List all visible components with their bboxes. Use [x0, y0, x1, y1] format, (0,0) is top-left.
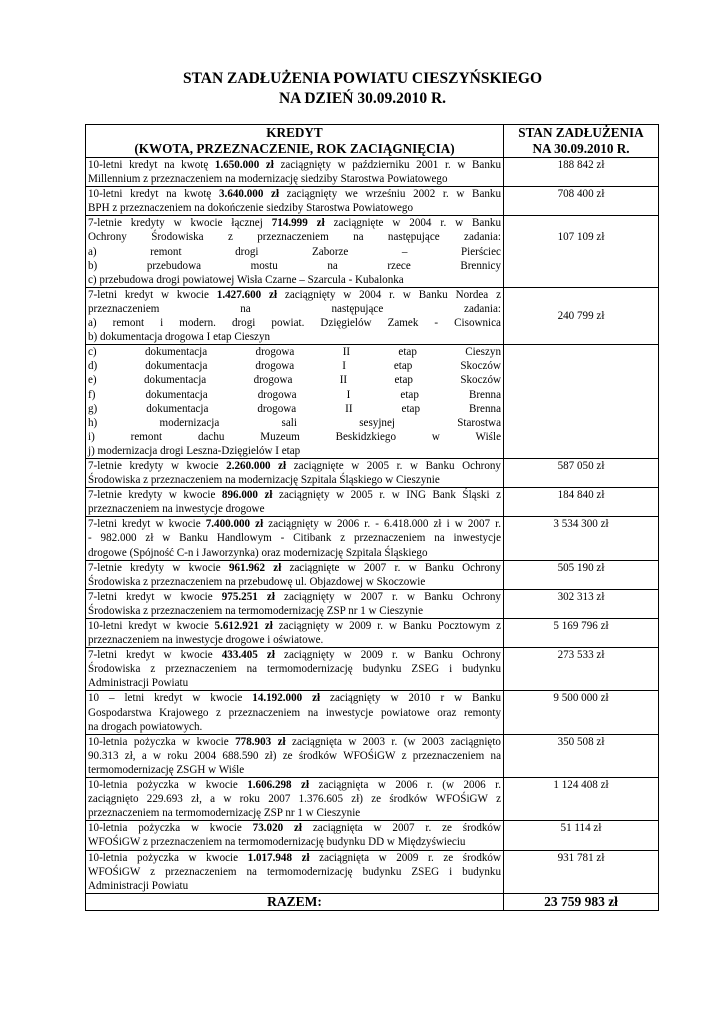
description-line: przeznaczeniem na inwestycje drogowe [88, 503, 265, 516]
debt-amount: 350 508 zł [504, 734, 659, 777]
description-line: 10-letnia pożyczka w kwocie 73.020 zł zaciągnięta w 2007 r. ze środków [88, 822, 501, 835]
description-line: na drogach powiatowych. [88, 720, 203, 733]
loan-description [86, 187, 504, 216]
description-line: 10-letnia pożyczka w kwocie 778.903 zł zaciągnięta w 2003 r. (w 2003 zaciągnięto [88, 735, 501, 748]
debt-amount: 184 840 zł [504, 488, 659, 517]
loan-description [86, 589, 504, 618]
description-line: 10-letni kredyt na kwotę 1.650.000 zł zaciągnięty w październiku 2001 r. w Banku [88, 159, 502, 171]
header-credit [86, 125, 504, 158]
debt-amount: 1 124 408 zł [504, 778, 659, 821]
header-credit-line-1: KREDYT [266, 125, 323, 140]
description-line: 7-letni kredyt w kwocie 975.251 zł zaciągnięty w 2007 r. w Banku Ochrony [88, 590, 501, 603]
header-debt-line-2: NA 30.09.2010 R. [532, 141, 630, 156]
description-line: WFOŚiGW z przeznaczeniem na termomodernizację budynku ZSEG i budynku [88, 865, 501, 878]
total-label: RAZEM: [86, 893, 504, 910]
description-line: przeznaczeniem na inwestycje drogowe i oświatowe. [88, 634, 324, 647]
debt-amount: 587 050 zł [504, 458, 659, 487]
description-line: a) remont i modern. drogi powiat. Dzięgielów Zamek - Cisownica [88, 317, 501, 330]
loan-description [86, 648, 504, 691]
debt-amount: 505 190 zł [504, 560, 659, 589]
loan-description [86, 850, 504, 893]
description-line: 7-letnie kredyty w kwocie 961.962 zł zaciągnięte w 2007 r. w Banku Ochrony [88, 561, 501, 574]
table-row [86, 560, 659, 589]
loan-principal: 7.400.000 zł [205, 518, 264, 531]
description-line: termomodernizację ZSGH w Wiśle [88, 763, 245, 776]
description-line: e) dokumentacja drogowa II etap Skoczów [88, 374, 501, 387]
description-line: Millennium z przeznaczeniem na modernizację siedziby Starostwa Powiatowego [88, 173, 448, 186]
debt-amount: 188 842 zł [504, 158, 659, 187]
debt-amount: 5 169 796 zł [504, 619, 659, 648]
table-row [86, 850, 659, 893]
description-line: Gospodarstwa Krajowego z przeznaczeniem na inwestycje powiatowe oraz remonty [88, 706, 501, 719]
description-line: Ochrony Środowiska z przeznaczeniem na następujące zadania: [88, 231, 501, 244]
description-line: - 982.000 zł w Banku Handlowym - Citibank z przeznaczeniem na inwestycje [88, 532, 501, 545]
table-row [86, 648, 659, 691]
header-debt-status [504, 125, 659, 158]
table-row [86, 619, 659, 648]
debt-amount: 931 781 zł [504, 850, 659, 893]
description-line: 7-letni kredyt w kwocie 1.427.600 zł zaciągnięty w 2004 r. w Banku Nordea z [88, 288, 502, 301]
header-credit-line-2: (KWOTA, PRZEZNACZENIE, ROK ZACIĄGNIĘCIA) [134, 141, 455, 156]
total-row [86, 893, 659, 910]
loan-principal: 1.017.948 zł [247, 851, 310, 864]
header-debt-line-1: STAN ZADŁUŻENIA [518, 125, 644, 140]
loan-description [86, 287, 504, 344]
description-line: 7-letnie kredyty w kwocie łącznej 714.999 zł zaciągnięte w 2004 r. w Banku [88, 217, 501, 230]
loan-description [86, 158, 504, 187]
loan-principal: 2.260.000 zł [226, 459, 287, 472]
description-line: 7-letni kredyt w kwocie 7.400.000 zł zaciągnięty w 2006 r. - 6.418.000 zł i w 2007 r. [88, 518, 501, 531]
table-row [86, 691, 659, 734]
description-line: h) modernizacja sali sesyjnej Starostwa [88, 416, 501, 429]
loan-principal: 1.427.600 zł [216, 288, 278, 301]
loan-principal: 433.405 zł [221, 649, 275, 662]
debt-amount: 51 114 zł [504, 821, 659, 850]
loan-principal: 778.903 zł [235, 735, 286, 748]
table-row [86, 287, 659, 344]
description-line: f) dokumentacja drogowa I etap Brenna [88, 388, 501, 401]
description-line: i) remont dachu Muzeum Beskidzkiego w Wiśle [88, 430, 501, 443]
description-line: Administracji Powiatu [88, 677, 189, 690]
description-line: 10-letni kredyt w kwocie 5.612.921 zł zaciągnięty w 2009 r. w Banku Pocztowym z [88, 620, 501, 632]
loan-description [86, 560, 504, 589]
debt-amount: 107 109 zł [504, 216, 659, 287]
loan-principal: 975.251 zł [221, 590, 275, 603]
description-line: 7-letni kredyt w kwocie 433.405 zł zaciągnięty w 2009 r. w Banku Ochrony [88, 649, 501, 662]
loan-principal: 5.612.921 zł [214, 620, 273, 632]
description-line: WFOŚiGW z przeznaczeniem na termomodernizację budynku DD w Międzyświeciu [88, 836, 466, 849]
description-line: 10-letnia pożyczka w kwocie 1.017.948 zł zaciągnięta w 2009 r. ze środków [88, 851, 501, 864]
document-title-line-2: NA DZIEŃ 30.09.2010 R. [278, 90, 447, 107]
loan-description [86, 619, 504, 648]
table-row [86, 778, 659, 821]
description-line: j) modernizacja drogi Leszna-Dzięgielów I etap [88, 444, 301, 457]
loan-principal: 714.999 zł [271, 217, 325, 230]
table-header-row [86, 125, 659, 158]
loan-principal: 961.962 zł [228, 561, 282, 574]
description-line: b) przebudowa mostu na rzece Brennicy [88, 259, 501, 272]
description-line: przeznaczeniem na następujące zadania: [88, 302, 501, 315]
description-line: a) remont drogi Zaborze – Pierściec [88, 245, 501, 258]
table-row [86, 345, 659, 459]
debt-table [85, 124, 659, 911]
table-row [86, 589, 659, 618]
loan-principal: 1.606.298 zł [247, 779, 310, 792]
loan-description [86, 458, 504, 487]
loan-description [86, 821, 504, 850]
description-line: Środowiska z przeznaczeniem na modernizację Szpitala Śląskiego w Cieszynie [88, 474, 440, 487]
description-line: c) przebudowa drogi powiatowej Wisła Czarne – Szarcula - Kubalonka [88, 273, 404, 286]
loan-principal: 14.192.000 zł [252, 692, 321, 705]
debt-amount: 302 313 zł [504, 589, 659, 618]
description-line: 7-letnie kredyty w kwocie 2.260.000 zł zaciągnięte w 2005 r. w Banku Ochrony [88, 459, 501, 472]
description-line: 10-letnia pożyczka w kwocie 1.606.298 zł zaciągnięta w 2006 r. (w 2006 r. [88, 779, 501, 792]
description-line: c) dokumentacja drogowa II etap Cieszyn [88, 346, 501, 359]
total-amount: 23 759 983 zł [504, 893, 659, 910]
debt-amount: 3 534 300 zł [504, 517, 659, 560]
description-line: Administracji Powiatu [88, 879, 189, 892]
table-row [86, 458, 659, 487]
loan-description [86, 691, 504, 734]
debt-amount: 240 799 zł [504, 287, 659, 344]
document-title-line-1: STAN ZADŁUŻENIA POWIATU CIESZYŃSKIEGO [182, 70, 543, 87]
loan-description [86, 734, 504, 777]
table-body [86, 158, 659, 894]
debt-amount: 708 400 zł [504, 187, 659, 216]
loan-principal: 3.640.000 zł [219, 188, 280, 201]
loan-description [86, 488, 504, 517]
debt-amount: 9 500 000 zł [504, 691, 659, 734]
table-row [86, 158, 659, 187]
table-row [86, 734, 659, 777]
description-line: Środowiska z przeznaczeniem na termomodernizację ZSP nr 1 w Cieszynie [88, 604, 424, 617]
description-line: 10 – letni kredyt w kwocie 14.192.000 zł zaciągnięty w 2010 r w Banku [88, 692, 502, 705]
table-row [86, 216, 659, 287]
debt-amount: 273 533 zł [504, 648, 659, 691]
loan-principal: 1.650.000 zł [214, 159, 274, 171]
description-line: Środowiska z przeznaczeniem na przebudowę ul. Objazdowej w Skoczowie [88, 575, 426, 588]
loan-description [86, 216, 504, 287]
loan-principal: 73.020 zł [252, 822, 303, 835]
table-row [86, 821, 659, 850]
table-row [86, 517, 659, 560]
description-line: b) dokumentacja drogowa I etap Cieszyn [88, 331, 271, 344]
description-line: Środowiska z przeznaczeniem na termomodernizację budynku ZSEG i budynku [88, 663, 501, 676]
description-line: 7-letnie kredyty w kwocie 896.000 zł zaciągnięty w 2005 r. w ING Bank Śląski z [88, 489, 501, 502]
description-line: zaciągnięto 229.693 zł, a w roku 2007 1.376.605 zł) ze środków WFOŚiGW z [88, 793, 501, 806]
description-line: g) dokumentacja drogowa II etap Brenna [88, 402, 501, 415]
description-line: drogowe (Spójność C-n i Jaworzynka) oraz modernizację Szpitala Śląskiego [88, 546, 428, 559]
description-line: 90.313 zł, a w roku 2004 688.590 zł) ze środków WFOŚiGW z przeznaczeniem na [88, 749, 501, 762]
loan-description [86, 517, 504, 560]
loan-principal: 896.000 zł [221, 489, 273, 502]
loan-description [86, 345, 504, 459]
description-line: d) dokumentacja drogowa I etap Skoczów [88, 360, 501, 373]
table-row [86, 488, 659, 517]
loan-description [86, 778, 504, 821]
description-line: BPH z przeznaczeniem na dokończenie siedziby Starostwa Powiatowego [88, 202, 414, 215]
table-row [86, 187, 659, 216]
debt-amount [504, 345, 659, 459]
description-line: przeznaczeniem na termomodernizację ZSP nr 1 w Cieszynie [88, 807, 361, 820]
description-line: 10-letni kredyt na kwotę 3.640.000 zł zaciągnięty we wrześniu 2002 r. w Banku [88, 188, 502, 201]
